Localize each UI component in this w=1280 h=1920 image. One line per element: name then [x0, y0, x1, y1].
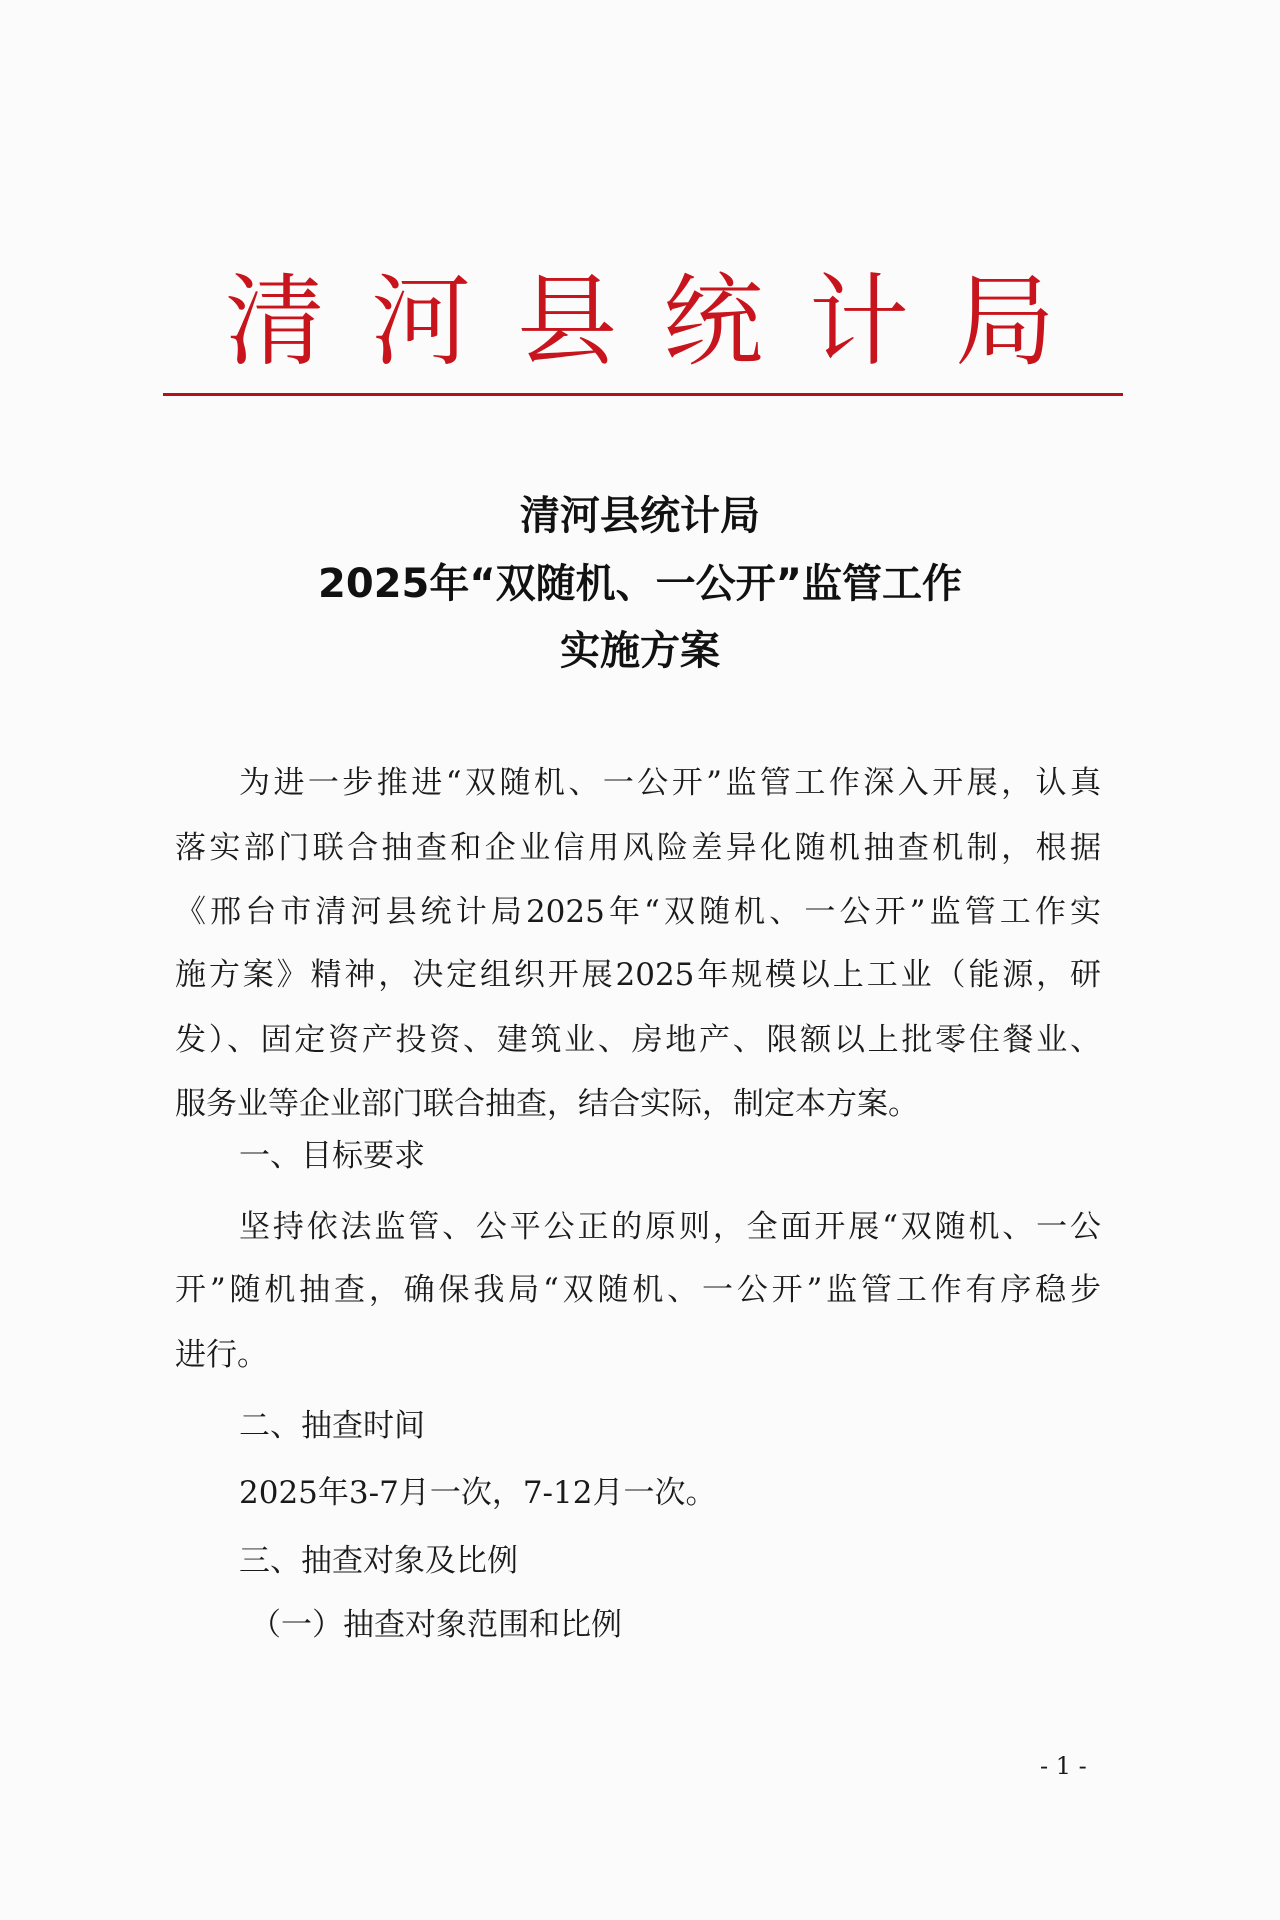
intro-line: 发）、固定资产投资、建筑业、房地产、限额以上批零住餐业、: [175, 1022, 1101, 1058]
doc-title-line3: 实施方案: [560, 628, 720, 674]
intro-line: 落实部门联合抽查和企业信用风险差异化随机抽查机制，根据: [175, 830, 1101, 866]
doc-title-line2: 2025年“双随机、一公开”监管工作: [318, 561, 962, 607]
masthead-char: 局: [955, 263, 1055, 380]
masthead-char: 县: [517, 263, 617, 380]
intro-line: 《邢台市清河县统计局2025年“双随机、一公开”监管工作实: [175, 894, 1101, 930]
intro-line: 施方案》精神，决定组织开展2025年规模以上工业（能源，研: [175, 957, 1101, 993]
section1-line: 开”随机抽查，确保我局“双随机、一公开”监管工作有序稳步: [175, 1272, 1101, 1308]
section-heading-goals: 一、目标要求: [239, 1138, 425, 1174]
masthead-divider: [163, 393, 1123, 396]
masthead-char: 计: [809, 263, 909, 380]
section-heading-time: 二、抽查时间: [239, 1408, 425, 1444]
doc-title-line1: 清河县统计局: [520, 493, 760, 539]
masthead-char: 统: [663, 263, 763, 380]
masthead-org-name: [225, 262, 1055, 382]
section1-line: 进行。: [175, 1337, 268, 1373]
subsection-heading: （一）抽查对象范围和比例: [250, 1607, 622, 1643]
section1-line: 坚持依法监管、公平公正的原则，全面开展“双随机、一公: [239, 1209, 1101, 1245]
masthead-char: 清: [225, 263, 325, 380]
masthead-char: 河: [371, 263, 471, 380]
intro-line: 服务业等企业部门联合抽查，结合实际，制定本方案。: [175, 1086, 919, 1122]
intro-line: 为进一步推进“双随机、一公开”监管工作深入开展，认真: [239, 765, 1101, 801]
section2-line: 2025年3-7月一次，7-12月一次。: [239, 1475, 717, 1511]
page-number: - 1 -: [1040, 1752, 1087, 1780]
section-heading-targets: 三、抽查对象及比例: [239, 1543, 518, 1579]
